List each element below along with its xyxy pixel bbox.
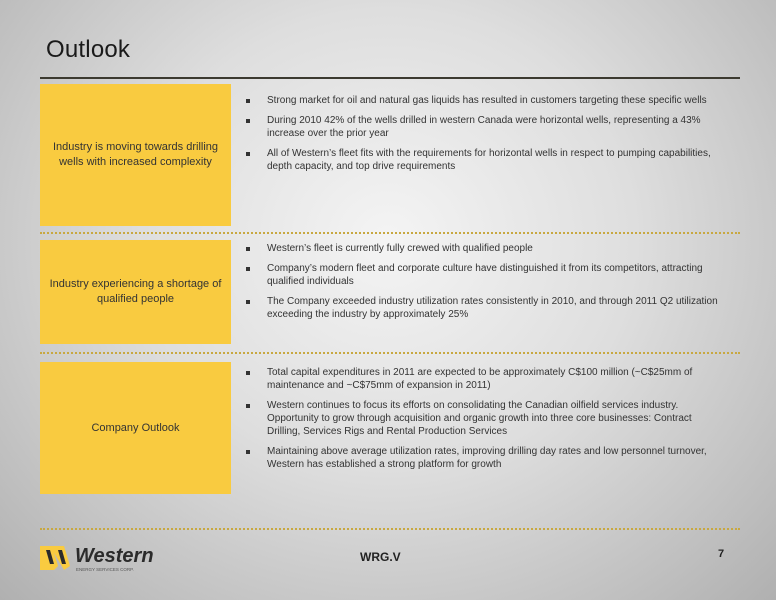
section-divider <box>40 232 740 234</box>
bullet-text: Maintaining above average utilization rates, improving drilling day rates and low personnel turnover, Western has established a strong platform for growth <box>267 446 707 470</box>
slide-title: Outlook <box>46 36 131 63</box>
bullet-text: Western continues to focus its efforts on consolidating the Canadian oilfield services industry. Opportunity to grow through acquisition and organic growth into three core businesses: Contract Drilling, Services Rigs and Rental Production Services <box>267 400 692 437</box>
bullet-item <box>243 262 723 288</box>
bullet-item <box>243 366 723 392</box>
bullet-icon <box>246 152 250 156</box>
outlook-section-company <box>40 362 740 494</box>
section-divider <box>40 528 740 530</box>
section-label-box <box>40 240 231 344</box>
bullet-text: The Company exceeded industry utilization rates consistently in 2010, and through 2011 Q2 utilization exceeding the industry by approximately 25% <box>267 296 718 320</box>
bullet-item <box>243 295 723 321</box>
bullet-list <box>243 366 723 478</box>
bullet-icon <box>246 371 250 375</box>
bullet-item <box>243 147 723 173</box>
bullet-text: Western’s fleet is currently fully crewed with qualified people <box>267 243 533 254</box>
bullet-icon <box>246 450 250 454</box>
title-divider <box>40 77 740 79</box>
section-label-box <box>40 84 231 226</box>
western-logo <box>38 540 188 576</box>
bullet-item <box>243 94 723 107</box>
bullet-list <box>243 94 723 180</box>
page-number: 7 <box>718 548 725 560</box>
outlook-section-complexity <box>40 84 740 226</box>
outlook-section-qualified-people <box>40 240 740 344</box>
bullet-item <box>243 399 723 438</box>
section-label: Industry is moving towards drilling wells with increased complexity <box>52 141 219 168</box>
section-divider <box>40 352 740 354</box>
bullet-text: Company’s modern fleet and corporate culture have distinguished it from its competitors, attracting qualified individuals <box>267 263 703 287</box>
bullet-icon <box>246 247 250 251</box>
bullet-item <box>243 445 723 471</box>
bullet-text: All of Western’s fleet fits with the requirements for horizontal wells in respect to pumping capabilities, depth capacity, and top drive requirements <box>267 148 711 172</box>
bullet-icon <box>246 267 250 271</box>
bullet-text: Total capital expenditures in 2011 are expected to be approximately C$100 million (~C$25mm of maintenance and ~C$75mm of expansion in 2011) <box>267 367 693 391</box>
bullet-text: During 2010 42% of the wells drilled in western Canada were horizontal wells, representing a 43% increase over the prior year <box>267 115 701 139</box>
bullet-icon <box>246 99 250 103</box>
section-label-box <box>40 362 231 494</box>
bullet-icon <box>246 300 250 304</box>
ticker-symbol: WRG.V <box>360 550 401 564</box>
section-label: Company Outlook <box>91 421 180 434</box>
bullet-item <box>243 114 723 140</box>
section-label: Industry experiencing a shortage of qualified people <box>49 278 222 305</box>
bullet-text: Strong market for oil and natural gas liquids has resulted in customers targeting these specific wells <box>267 95 707 106</box>
western-logo-icon <box>38 540 188 576</box>
logo-wordmark: Western <box>75 545 154 567</box>
bullet-list <box>243 242 723 328</box>
bullet-icon <box>246 119 250 123</box>
bullet-icon <box>246 404 250 408</box>
logo-subtext: ENERGY SERVICES CORP. <box>76 567 134 572</box>
bullet-item <box>243 242 723 255</box>
